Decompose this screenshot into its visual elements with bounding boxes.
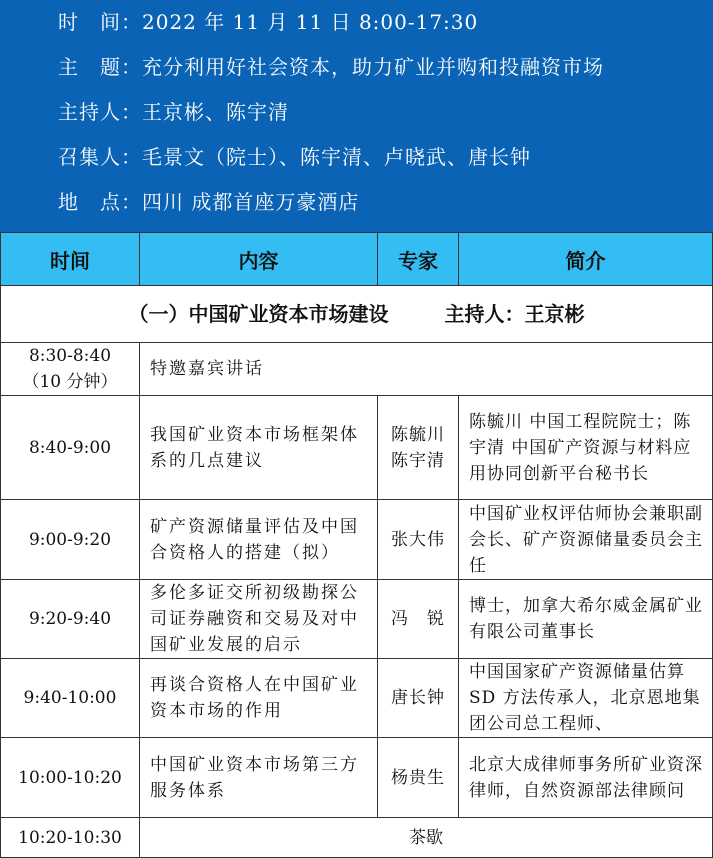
- expert-cell: 杨贵生: [378, 738, 459, 818]
- content-cell: 矿产资源储量评估及中国合资格人的搭建（拟）: [140, 500, 378, 580]
- meeting-time: 时 间：2022 年 11 月 11 日 8:00-17:30: [58, 10, 479, 34]
- meeting-info-header: [0, 0, 713, 232]
- time-cell: 9:20-9:40: [1, 580, 140, 659]
- time-cell: 9:00-9:20: [1, 500, 140, 580]
- table-row: [1, 580, 713, 659]
- meeting-host: 主持人：王京彬、陈宇清: [58, 100, 289, 124]
- content-cell: 再谈合资格人在中国矿业资本市场的作用: [140, 659, 378, 738]
- intro-cell: 陈毓川 中国工程院院士；陈宇清 中国矿产资源与材料应用协同创新平台秘书长: [459, 396, 713, 500]
- time-cell: 8:30-8:40 （10 分钟）: [1, 343, 140, 396]
- content-cell: 多伦多证交所初级勘探公司证券融资和交易及对中国矿业发展的启示: [140, 580, 378, 659]
- table-row: [1, 659, 713, 738]
- content-cell: 中国矿业资本市场第三方服务体系: [140, 738, 378, 818]
- table-row: [1, 343, 713, 396]
- content-cell: 我国矿业资本市场框架体系的几点建议: [140, 396, 378, 500]
- table-row: [1, 738, 713, 818]
- expert-cell: 冯 锐: [378, 580, 459, 659]
- time-cell: 8:40-9:00: [1, 396, 140, 500]
- meeting-topic: 主 题：充分利用好社会资本，助力矿业并购和投融资市场: [58, 55, 604, 79]
- content-cell: 茶歇: [140, 818, 713, 858]
- time-cell: 9:40-10:00: [1, 659, 140, 738]
- section-host: 主持人：王京彬: [444, 302, 585, 326]
- intro-cell: 中国矿业权评估师协会兼职副会长、矿产资源储量委员会主任: [459, 500, 713, 580]
- time-cell: 10:00-10:20: [1, 738, 140, 818]
- table-row: [1, 500, 713, 580]
- col-header-content: 内容: [140, 233, 378, 286]
- section-row: [1, 286, 713, 343]
- meeting-place: 地 点：四川 成都首座万豪酒店: [58, 190, 360, 214]
- table-row: [1, 396, 713, 500]
- table-header-row: [1, 233, 713, 286]
- intro-cell: 北京大成律师事务所矿业资深律师，自然资源部法律顾问: [459, 738, 713, 818]
- time-cell: 10:20-10:30: [1, 818, 140, 858]
- col-header-time: 时间: [1, 233, 140, 286]
- section-title: （一）中国矿业资本市场建设: [128, 302, 389, 326]
- table-row: [1, 818, 713, 858]
- col-header-intro: 简介: [459, 233, 713, 286]
- intro-cell: 中国国家矿产资源储量估算 SD 方法传承人，北京恩地集团公司总工程师、: [459, 659, 713, 738]
- agenda-table: [0, 232, 713, 858]
- col-header-expert: 专家: [378, 233, 459, 286]
- intro-cell: 博士，加拿大希尔威金属矿业有限公司董事长: [459, 580, 713, 659]
- expert-cell: 唐长钟: [378, 659, 459, 738]
- content-cell: 特邀嘉宾讲话: [140, 343, 713, 396]
- expert-cell: 张大伟: [378, 500, 459, 580]
- expert-cell: 陈毓川 陈宇清: [378, 396, 459, 500]
- meeting-convener: 召集人：毛景文（院士）、陈宇清、卢晓武、唐长钟: [58, 145, 531, 169]
